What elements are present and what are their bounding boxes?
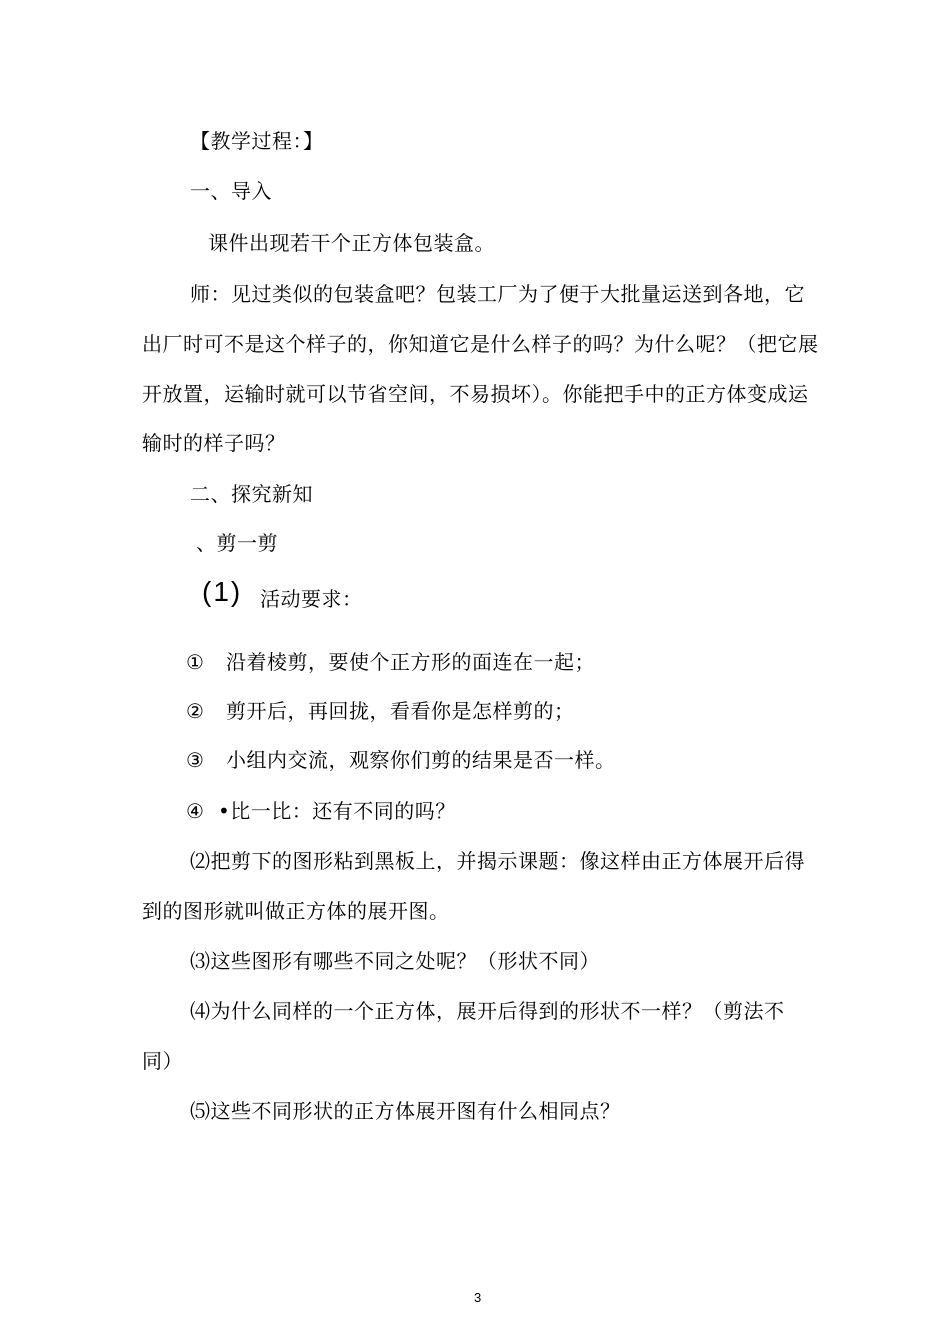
item-2-line-1: ⑵把剪下的图形粘到黑板上，并揭示课题：像这样由正方体展开后得 xyxy=(190,849,805,873)
teacher-paragraph-line-3: 开放置，运输时就可以节省空间，不易损坏）。你能把手中的正方体变成运 xyxy=(142,382,809,406)
requirement-3-marker: ③ xyxy=(186,748,205,772)
teaching-process-heading: 【教学过程：】 xyxy=(190,129,324,153)
item-4-line-1: ⑷为什么同样的一个正方体，展开后得到的形状不一样？（剪法不 xyxy=(190,999,785,1023)
item-4-line-2: 同） xyxy=(142,1049,183,1073)
subsection-cut-title: 、剪一剪 xyxy=(196,531,278,555)
page-number: 3 xyxy=(474,1290,482,1305)
activity-requirements-label: 活动要求： xyxy=(260,587,363,611)
teacher-paragraph-line-4: 输时的样子吗？ xyxy=(142,431,286,455)
section-explore-title: 二、探究新知 xyxy=(190,482,313,506)
requirement-2-marker: ② xyxy=(186,699,205,723)
item-2-line-2: 到的图形就叫做正方体的展开图。 xyxy=(142,899,450,923)
teacher-paragraph-line-2: 出厂时可不是这个样子的，你知道它是什么样子的吗？为什么呢？（把它展 xyxy=(142,332,819,356)
item-5: ⑸这些不同形状的正方体展开图有什么相同点？ xyxy=(190,1099,621,1123)
section-intro-title: 一、导入 xyxy=(190,179,272,203)
activity-number-label: (1) xyxy=(202,576,243,607)
requirement-4-marker: ④ xyxy=(186,799,205,823)
requirement-1-marker: ① xyxy=(186,650,205,674)
requirement-1-text: 沿着棱剪，要使个正方形的面连在一起； xyxy=(226,650,595,674)
activity-number xyxy=(202,578,242,608)
teacher-paragraph-line-1: 师：见过类似的包装盒吧？包装工厂为了便于大批量运送到各地，它 xyxy=(190,282,805,306)
intro-paragraph: 课件出现若干个正方体包装盒。 xyxy=(208,231,495,255)
requirement-4-text: •比一比：还有不同的吗？ xyxy=(218,799,456,823)
requirement-3-text: 小组内交流，观察你们剪的结果是否一样。 xyxy=(226,748,616,772)
requirement-2-text: 剪开后，再回拢，看看你是怎样剪的； xyxy=(226,699,575,723)
item-3: ⑶这些图形有哪些不同之处呢？（形状不同） xyxy=(190,949,600,973)
